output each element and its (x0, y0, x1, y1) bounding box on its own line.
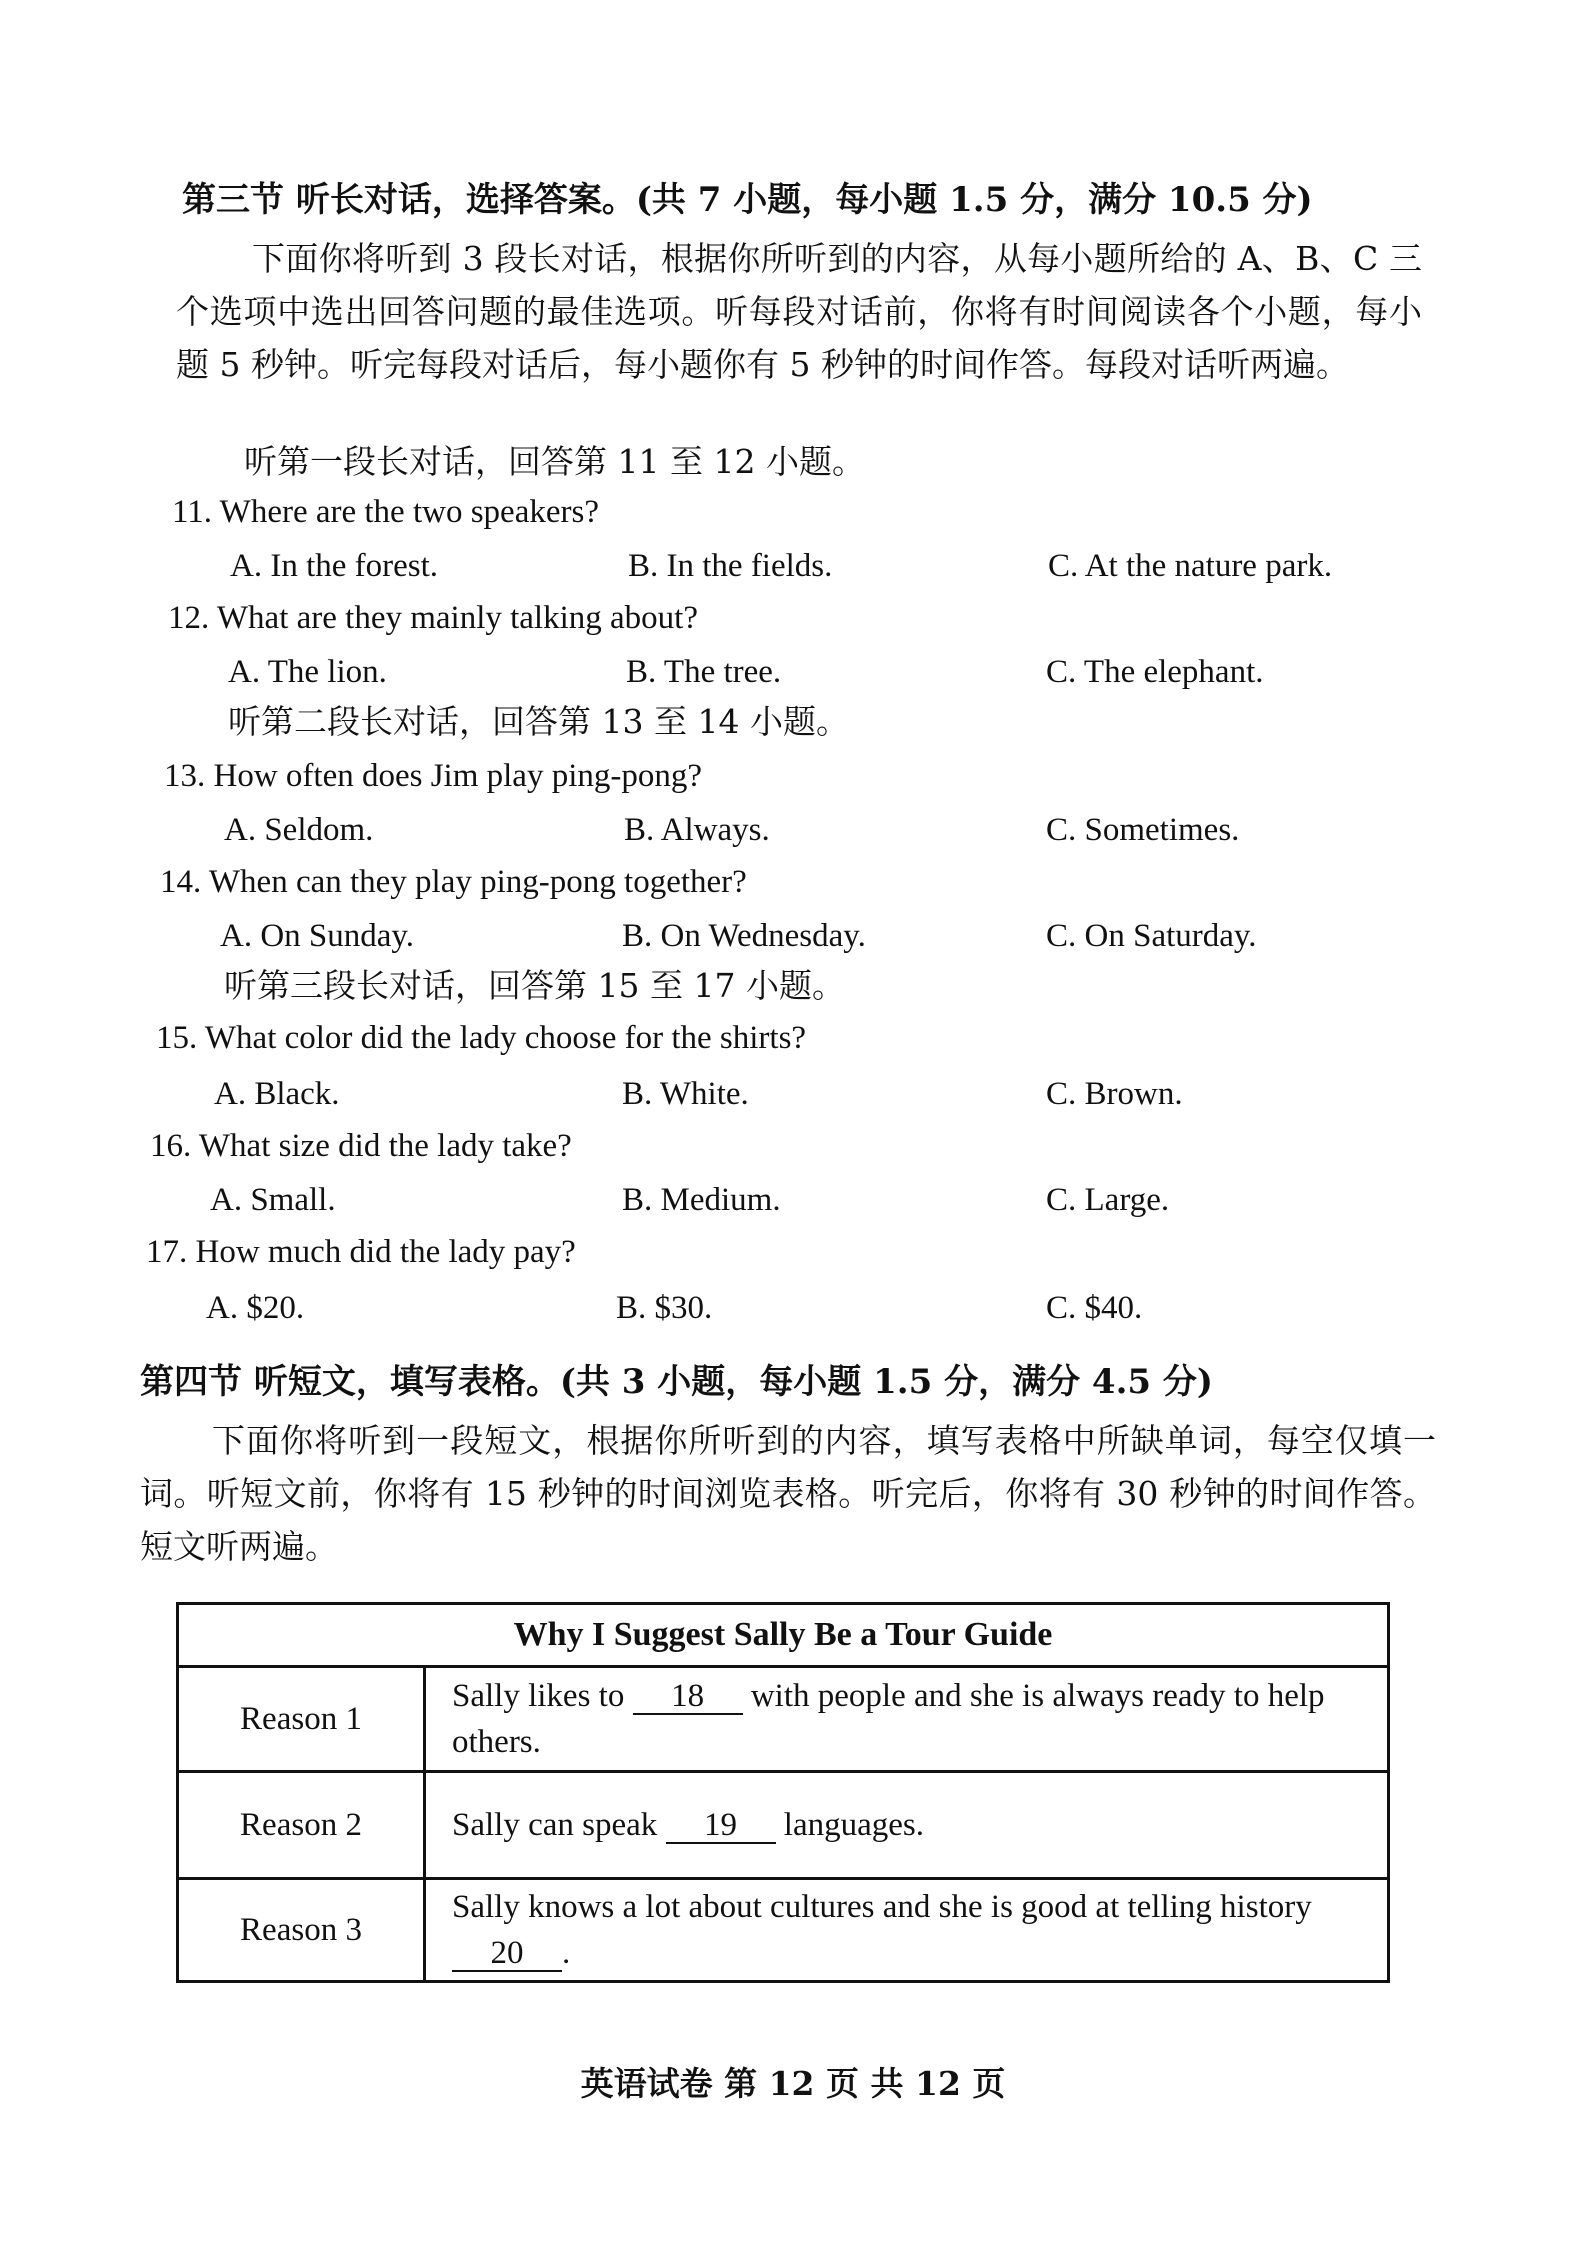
q17-option-b: B. $30. (616, 1290, 713, 1326)
section3-heading: 第三节 听长对话，选择答案。(共 7 小题，每小题 1.5 分，满分 10.5 分) (182, 180, 1313, 220)
question-15: 15. What color did the lady choose for the shirts? (156, 1020, 807, 1056)
q15-option-c: C. Brown. (1046, 1076, 1183, 1112)
reason-text-post: with people and she is always ready to help others. (452, 1678, 1325, 1760)
reason-text-pre: Sally knows a lot about cultures and she is good at telling history (452, 1889, 1312, 1925)
answer-blank-20: 20 (452, 1936, 562, 1972)
question-14: 14. When can they play ping-pong together? (160, 864, 747, 900)
dialog2-intro: 听第二段长对话，回答第 13 至 14 小题。 (228, 702, 849, 741)
question-16: 16. What size did the lady take? (150, 1128, 572, 1164)
reason-text-pre: Sally likes to (452, 1678, 625, 1714)
table-title: Why I Suggest Sally Be a Tour Guide (178, 1604, 1389, 1667)
reason-text (425, 1772, 1389, 1879)
answer-blank-18: 18 (633, 1679, 743, 1715)
q13-option-a: A. Seldom. (224, 812, 374, 848)
q12-option-c: C. The elephant. (1046, 654, 1264, 690)
reason-text (425, 1667, 1389, 1772)
question-11: 11. Where are the two speakers? (172, 494, 599, 530)
dialog1-intro: 听第一段长对话，回答第 11 至 12 小题。 (244, 442, 865, 481)
section4-heading: 第四节 听短文，填写表格。(共 3 小题，每小题 1.5 分，满分 4.5 分) (140, 1362, 1213, 1402)
tour-guide-table (176, 1602, 1390, 1983)
q17-option-c: C. $40. (1046, 1290, 1143, 1326)
section3-instruction: 下面你将听到 3 段长对话，根据你所听到的内容，从每小题所给的 A、B、C 三个选项中选出回答问题的最佳选项。听每段对话前，你将有时间阅读各个小题，每小题 5 秒钟。听完每段对话后，每小题你有 5 秒钟的时间作答。每段对话听两遍。 (176, 239, 1422, 384)
table-row (178, 1667, 1389, 1772)
q13-option-c: C. Sometimes. (1046, 812, 1240, 848)
q14-option-c: C. On Saturday. (1046, 918, 1257, 954)
reason-label: Reason 2 (178, 1772, 425, 1879)
q16-option-a: A. Small. (210, 1182, 336, 1218)
question-17: 17. How much did the lady pay? (146, 1234, 576, 1270)
reason-text-pre: Sally can speak (452, 1806, 658, 1843)
q15-option-a: A. Black. (214, 1076, 340, 1112)
question-13: 13. How often does Jim play ping-pong? (164, 758, 703, 794)
q16-option-b: B. Medium. (622, 1182, 781, 1218)
reason-text-post: . (562, 1935, 571, 1971)
question-12: 12. What are they mainly talking about? (168, 600, 698, 636)
q11-option-c: C. At the nature park. (1048, 548, 1333, 584)
answer-blank-19: 19 (666, 1808, 776, 1844)
q11-option-b: B. In the fields. (628, 548, 833, 584)
table-row (178, 1772, 1389, 1879)
q12-option-b: B. The tree. (626, 654, 782, 690)
q15-option-b: B. White. (622, 1076, 749, 1112)
reason-text (425, 1879, 1389, 1982)
q16-option-c: C. Large. (1046, 1182, 1170, 1218)
q14-option-a: A. On Sunday. (220, 918, 415, 954)
q17-option-a: A. $20. (206, 1290, 305, 1326)
q12-option-a: A. The lion. (228, 654, 387, 690)
dialog3-intro: 听第三段长对话，回答第 15 至 17 小题。 (224, 966, 845, 1005)
q14-option-b: B. On Wednesday. (622, 918, 866, 954)
q13-option-b: B. Always. (624, 812, 770, 848)
page-footer: 英语试卷 第 12 页 共 12 页 (580, 2064, 1006, 2103)
table-row (178, 1879, 1389, 1982)
reason-label: Reason 1 (178, 1667, 425, 1772)
reason-text-post: languages. (783, 1806, 924, 1843)
q11-option-a: A. In the forest. (230, 548, 439, 584)
section4-instruction: 下面你将听到一段短文，根据你所听到的内容，填写表格中所缺单词，每空仅填一词。听短文前，你将有 15 秒钟的时间浏览表格。听完后，你将有 30 秒钟的时间作答。短文听两遍。 (140, 1421, 1436, 1566)
reason-label: Reason 3 (178, 1879, 425, 1982)
